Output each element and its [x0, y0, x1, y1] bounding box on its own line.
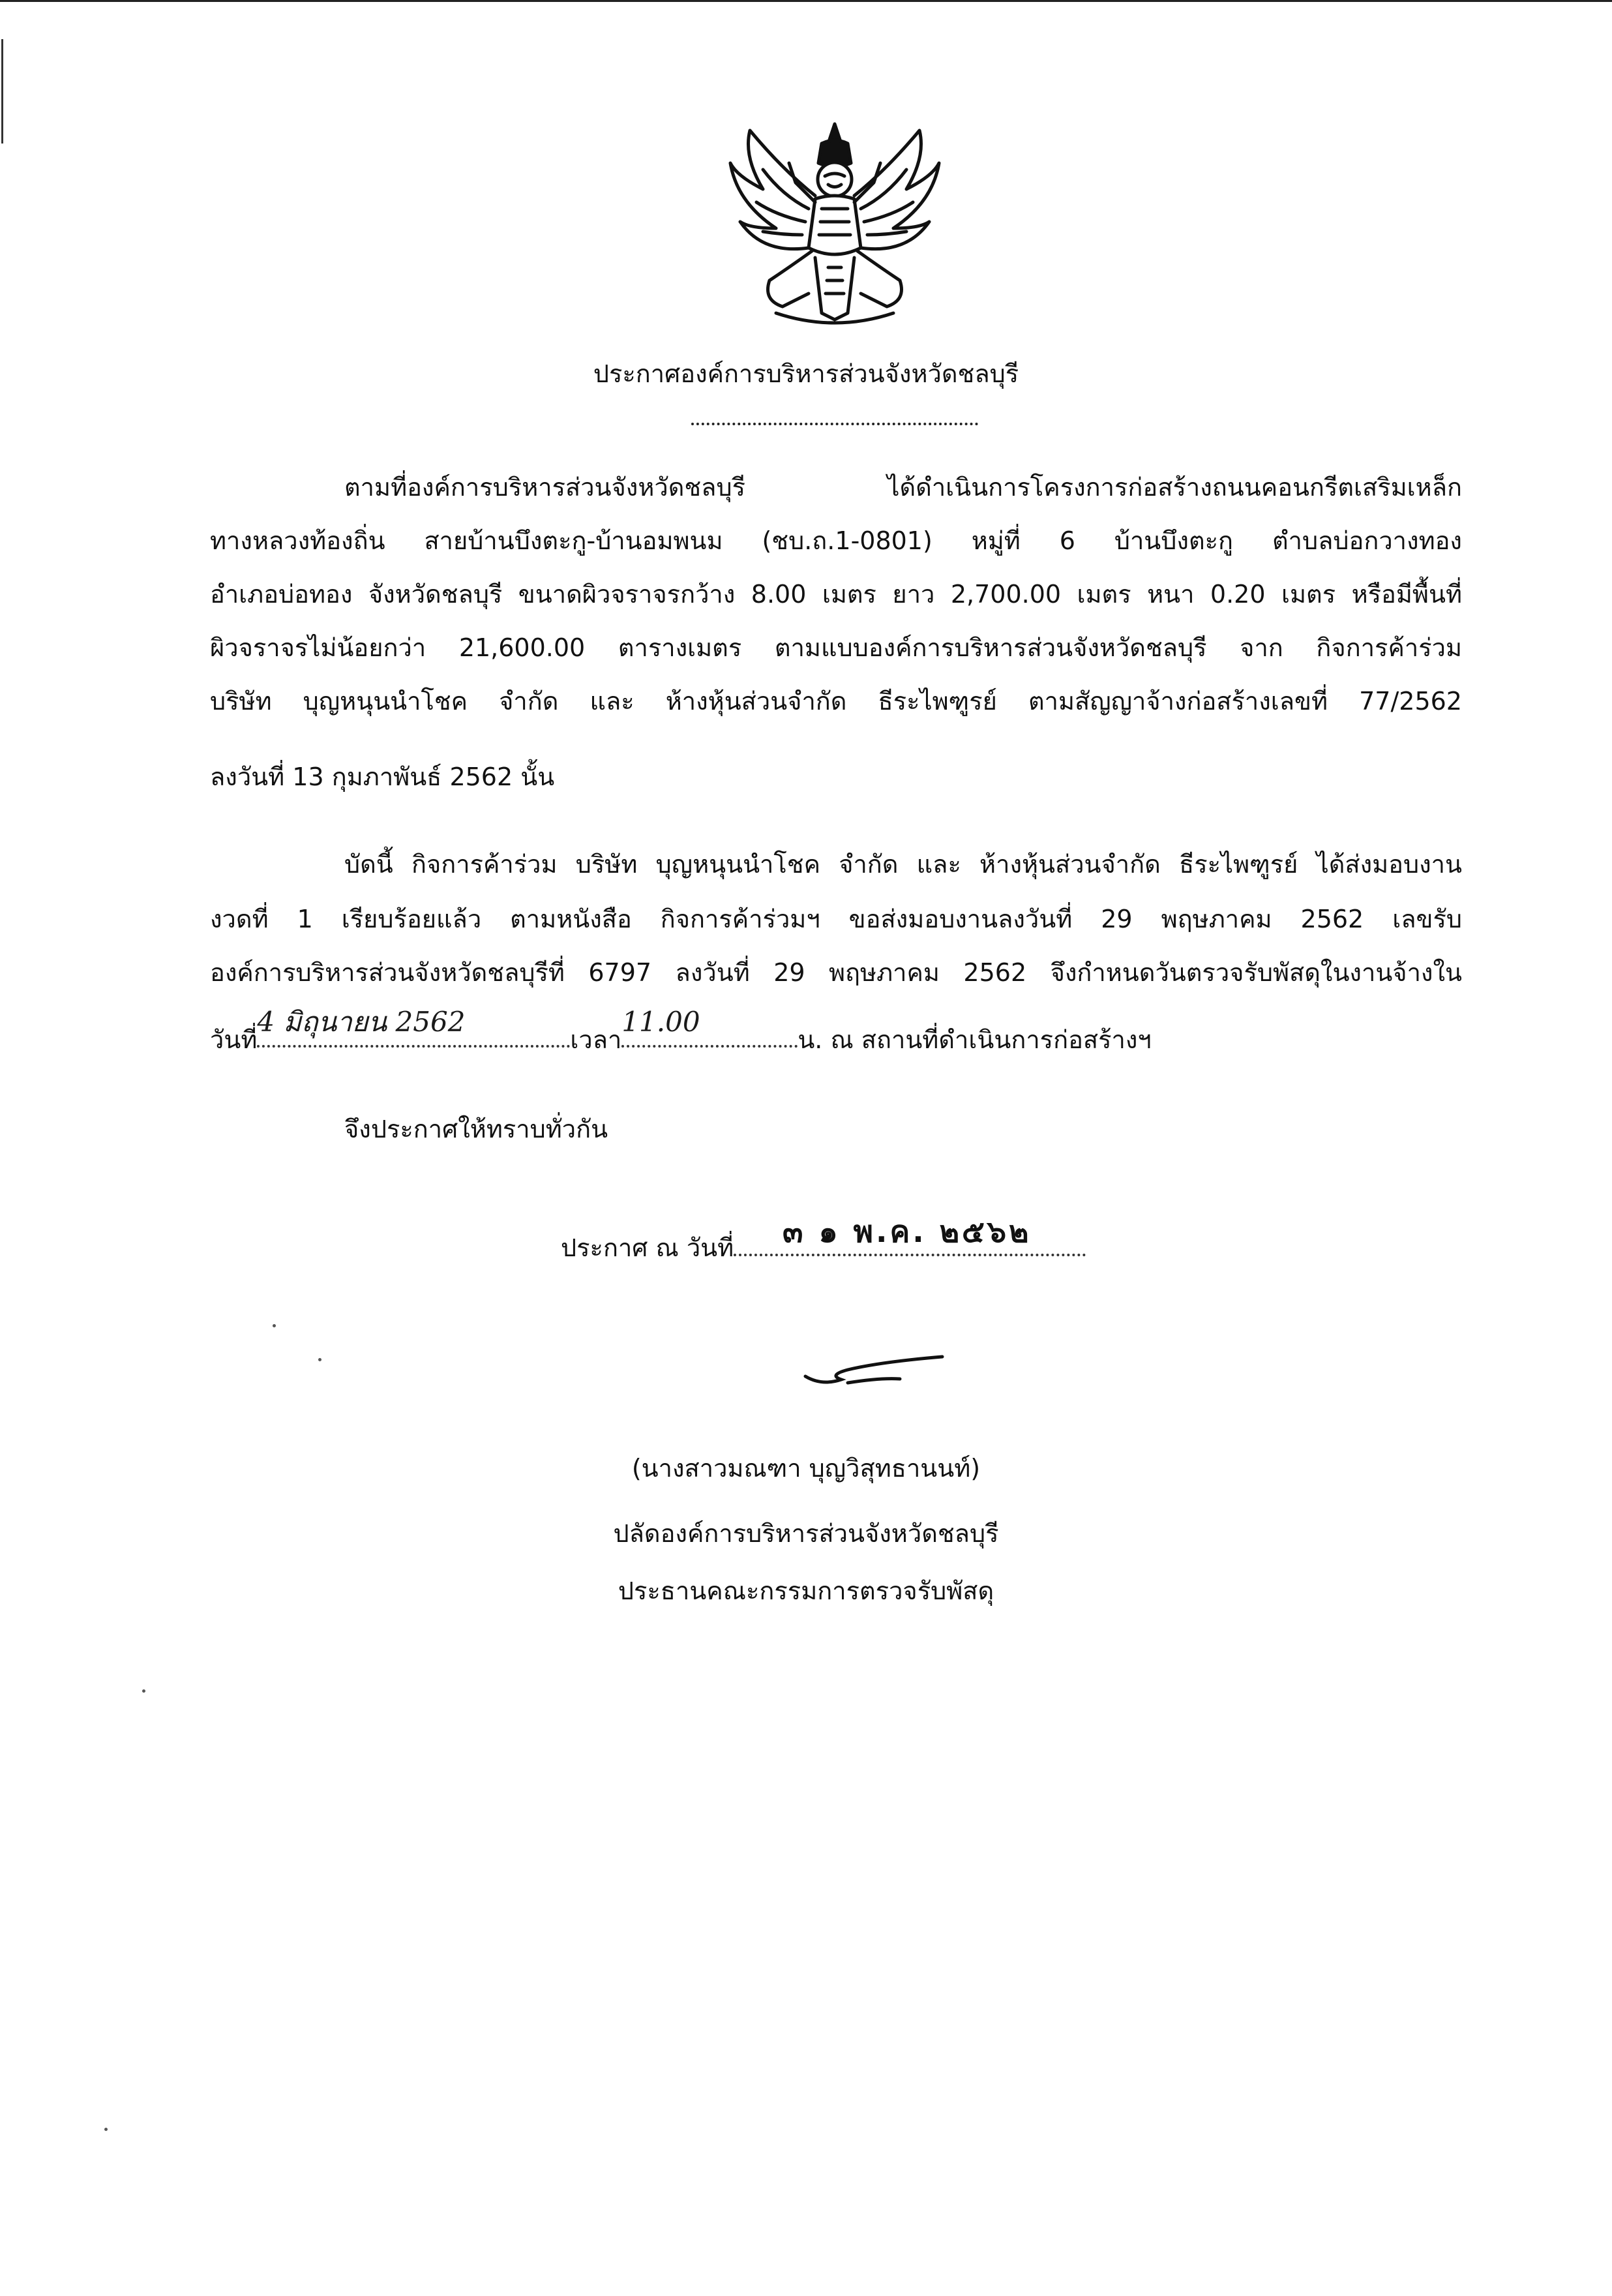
garuda-emblem-icon [724, 117, 946, 333]
scan-speck [104, 2128, 108, 2131]
signatory-role: ประธานคณะกรรมการตรวจรับพัสดุ [618, 1577, 994, 1605]
paragraph1-line: อำเภอบ่อทอง จังหวัดชลบุรี ขนาดผิวจราจรกว้าง 8.00 เมตร ยาว 2,700.00 เมตร หนา 0.20 เมตร หรือมีพื้นที่ [210, 580, 1462, 609]
stamped-date: ๓ ๑ พ.ค. ๒๕๖๒ [783, 1214, 1032, 1249]
date-fill [257, 1006, 570, 1048]
scan-top-edge [0, 0, 1612, 2]
date-suffix: น. ณ สถานที่ดำเนินการก่อสร้างฯ [798, 1025, 1152, 1054]
paragraph2-line: บัดนี้ กิจการค้าร่วม บริษัท บุญหนุนนำโชค จำกัด และ ห้างหุ้นส่วนจำกัด ธีระไพฑูรย์ ได้ส่งมอบงาน [344, 850, 1462, 879]
date-prefix: วันที่ [210, 1025, 258, 1054]
paragraph2-line: องค์การบริหารส่วนจังหวัดชลบุรีที่ 6797 ลงวันที่ 29 พฤษภาคม 2562 จึงกำหนดวันตรวจรับพัสดุในงานจ้างใน [210, 958, 1462, 987]
paragraph1-line: บริษัท บุญหนุนนำโชค จำกัด และ ห้างหุ้นส่วนจำกัด ธีระไพฑูรย์ ตามสัญญาจ้างก่อสร้างเลขที่ 77/2562 [210, 687, 1462, 716]
scan-left-edge [1, 39, 3, 144]
paragraph1-line: ตามที่องค์การบริหารส่วนจังหวัดชลบุรี ได้ดำเนินการโครงการก่อสร้างถนนคอนกรีตเสริมเหล็ก [344, 473, 1462, 502]
handwritten-time: 11.00 [621, 1006, 700, 1038]
announced-label: ประกาศ ณ วันที่ [561, 1233, 734, 1262]
scan-speck [273, 1324, 276, 1327]
scan-speck [318, 1358, 321, 1361]
signatory-position: ปลัดองค์การบริหารส่วนจังหวัดชลบุรี [613, 1519, 999, 1548]
inspection-date-line [210, 1006, 1462, 1056]
handwritten-date: 4 มิถุนายน 2562 [257, 1006, 466, 1038]
paragraph1-line: ผิวจราจรไม่น้อยกว่า 21,600.00 ตารางเมตร ตามแบบองค์การบริหารส่วนจังหวัดชลบุรี จาก กิจการค้าร่วม [210, 633, 1462, 662]
signature-mark [802, 1350, 959, 1396]
closing-line: จึงประกาศให้ทราบทั่วกัน [344, 1115, 608, 1143]
paragraph1-line: ลงวันที่ 13 กุมภาพันธ์ 2562 นั้น [210, 763, 555, 791]
signatory-name: (นางสาวมณฑา บุญวิสุทธานนท์) [631, 1454, 981, 1483]
paragraph1-line: ทางหลวงท้องถิ่น สายบ้านบึงตะกู-บ้านอมพนม (ชบ.ถ.1-0801) หมู่ที่ 6 บ้านบึงตะกู ตำบลบ่อกวางทอง [210, 526, 1462, 555]
time-fill [621, 1006, 798, 1048]
scan-speck [142, 1689, 145, 1693]
time-label: เวลา [570, 1025, 622, 1054]
title-separator [691, 423, 978, 425]
document-title: ประกาศองค์การบริหารส่วนจังหวัดชลบุรี [593, 359, 1019, 388]
paragraph2-line: งวดที่ 1 เรียบร้อยแล้ว ตามหนังสือ กิจการค้าร่วมฯ ขอส่งมอบงานลงวันที่ 29 พฤษภาคม 2562 เลขรับ [210, 905, 1462, 933]
